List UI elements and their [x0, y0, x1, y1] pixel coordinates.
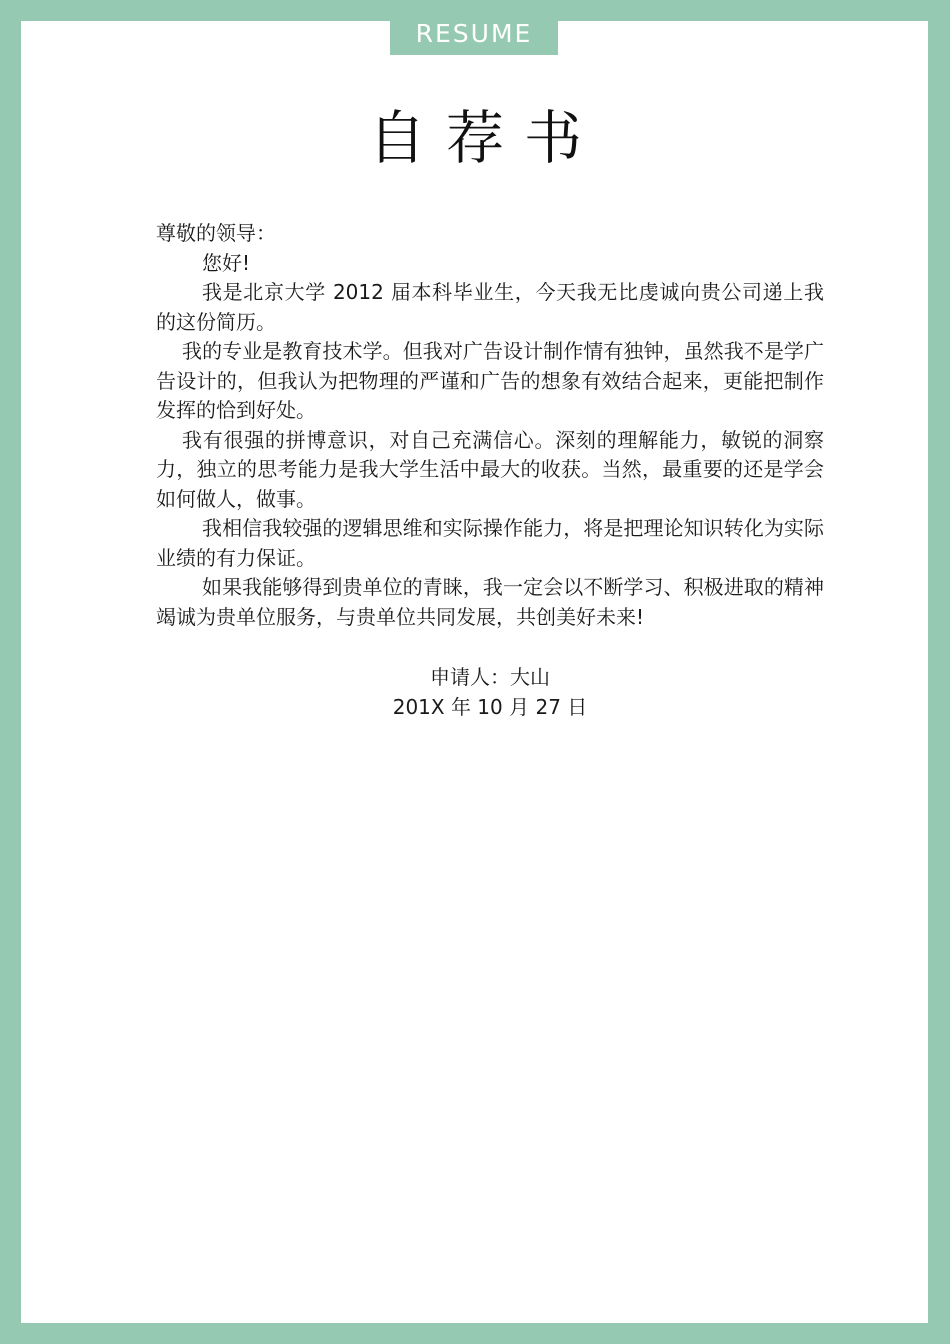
- paragraph-major: 我的专业是教育技术学。但我对广告设计制作情有独钟，虽然我不是学广告设计的，但我认为把物理的严谨和广告的想象有效结合起来，更能把制作发挥的恰到好处。: [156, 339, 824, 422]
- signature-date: 201X 年 10 月 27 日: [392, 694, 588, 719]
- resume-tab-label: RESUME: [390, 10, 558, 55]
- salutation: 尊敬的领导：: [156, 221, 276, 245]
- letter-body: [156, 219, 824, 632]
- applicant-name: 申请人：大山: [430, 665, 550, 689]
- signature-block: [156, 663, 824, 722]
- paragraph-intro: 我是北京大学 2012 届本科毕业生，今天我无比虔诚向贵公司递上我的这份简历。: [156, 280, 824, 334]
- paragraph-ability: 我相信我较强的逻辑思维和实际操作能力，将是把理论知识转化为实际业绩的有力保证。: [156, 516, 824, 570]
- greeting: 您好!: [202, 250, 251, 275]
- paragraph-confidence: 我有很强的拼博意识，对自己充满信心。深刻的理解能力，敏锐的洞察力，独立的思考能力是我大学生活中最大的收获。当然，最重要的还是学会如何做人，做事。: [156, 427, 824, 511]
- paragraph-closing: 如果我能够得到贵单位的青睐，我一定会以不断学习、积极进取的精神竭诚为贵单位服务，与贵单位共同发展，共创美好未来!: [156, 575, 824, 629]
- document-title: 自荐书: [367, 104, 602, 172]
